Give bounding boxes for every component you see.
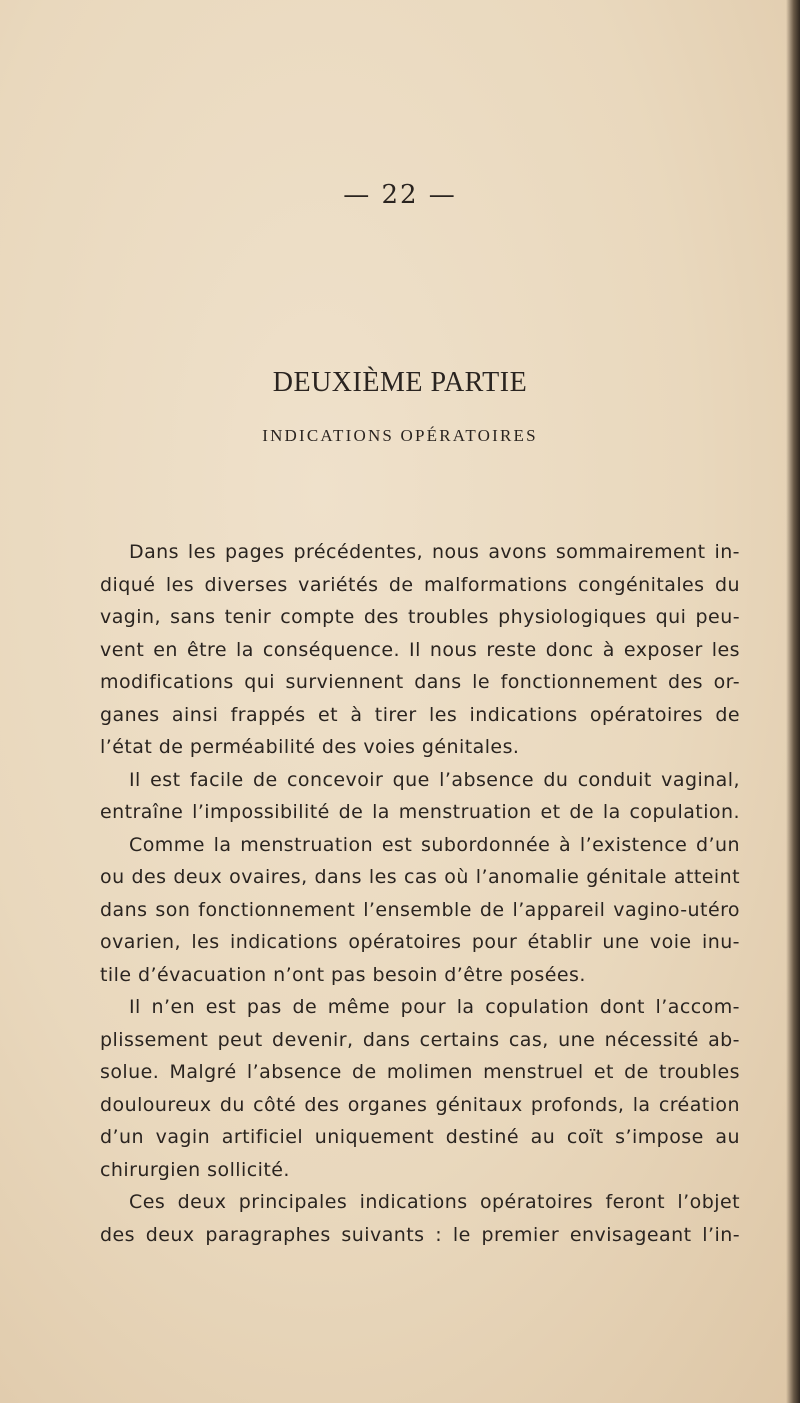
text-line: Ces deux principales indications opératoires feront l’objet bbox=[129, 1191, 740, 1213]
page-edge-shadow bbox=[786, 0, 800, 1403]
text-line: solue. Malgré l’absence de molimen menstruel et de troubles bbox=[100, 1061, 740, 1083]
text-line: dans son fonctionnement l’ensemble de l’appareil vagino-utéro bbox=[100, 898, 740, 921]
text-line: ou des deux ovaires, dans les cas où l’anomalie génitale atteint bbox=[100, 866, 740, 888]
text-line: douloureux du côté des organes génitaux profonds, la création bbox=[100, 1093, 740, 1116]
text-line: ovarien, les indications opératoires pour établir une voie inu- bbox=[100, 931, 740, 953]
text-line: vagin, sans tenir compte des troubles physiologiques qui peu- bbox=[100, 606, 740, 628]
text-line: plissement peut devenir, dans certains cas, une nécessité ab- bbox=[100, 1028, 740, 1051]
text-line: ganes ainsi frappés et à tirer les indications opératoires de bbox=[100, 703, 740, 726]
text-line: tile d’évacuation n’ont pas besoin d’être posées. bbox=[100, 963, 586, 986]
text-line: diqué les diverses variétés de malformations congénitales du bbox=[100, 573, 740, 596]
text-line: Comme la menstruation est subordonnée à l’existence d’un bbox=[129, 833, 740, 856]
text-line: l’état de perméabilité des voies génitales. bbox=[100, 736, 520, 758]
text-line: Il n’en est pas de même pour la copulation dont l’accom- bbox=[129, 996, 740, 1018]
text-line: Il est facile de concevoir que l’absence du conduit vaginal, bbox=[129, 768, 740, 791]
part-title: DEUXIÈME PARTIE bbox=[272, 367, 528, 398]
text-line: chirurgien sollicité. bbox=[100, 1158, 290, 1181]
text-line: des deux paragraphes suivants : le premier envisageant l’in- bbox=[100, 1223, 740, 1246]
text-line: Dans les pages précédentes, nous avons sommairement in- bbox=[129, 541, 740, 563]
text-line: modifications qui surviennent dans le fonctionnement des or- bbox=[100, 671, 740, 693]
text-line: entraîne l’impossibilité de la menstruation et de la copulation. bbox=[100, 801, 740, 823]
text-line: d’un vagin artificiel uniquement destiné au coït s’impose au bbox=[100, 1126, 740, 1148]
section-title: INDICATIONS OPÉRATOIRES bbox=[262, 426, 538, 445]
body-text bbox=[100, 536, 740, 1251]
page-number: — 22 — bbox=[343, 180, 457, 210]
text-line: vent en être la conséquence. Il nous reste donc à exposer les bbox=[100, 638, 740, 661]
